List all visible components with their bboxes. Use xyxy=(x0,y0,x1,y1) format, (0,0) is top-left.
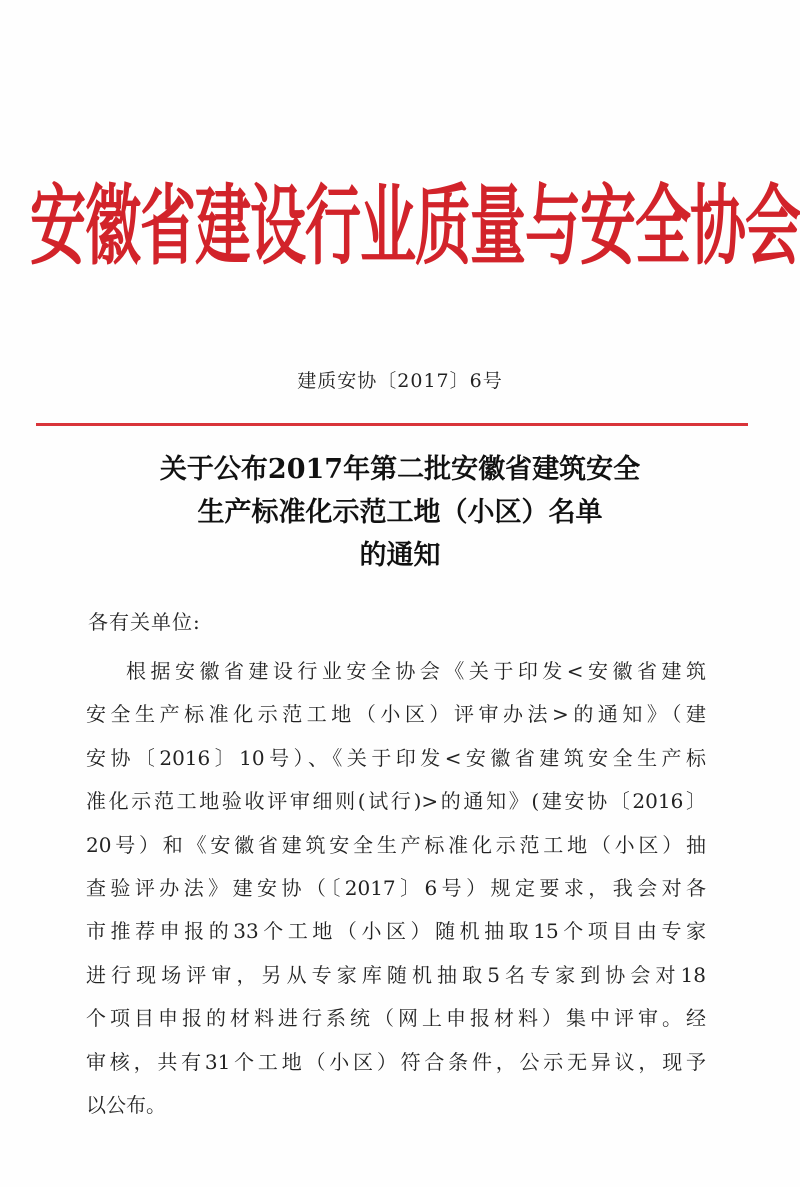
title-line-1: 关于公布2017年第二批安徽省建筑安全 xyxy=(159,454,641,485)
title-line-3: 的通知 xyxy=(359,540,441,571)
body-line: 安全生产标准化示范工地（小区）评审办法>的通知》（建 xyxy=(86,702,706,727)
body-paragraph xyxy=(86,650,706,1127)
salutation: 各有关单位: xyxy=(88,610,201,634)
document-number: 建质安协〔2017〕6号 xyxy=(297,370,503,392)
body-line: 以公布。 xyxy=(86,1092,166,1117)
body-line: 20号）和《安徽省建筑安全生产标准化示范工地（小区）抽 xyxy=(86,832,706,857)
body-line: 市推荐申报的33个工地（小区）随机抽取15个项目由专家 xyxy=(86,919,706,944)
letterhead-text: 安徽省建设行业质量与安全协会 xyxy=(30,176,800,278)
body-line: 安协〔2016〕10号）、《关于印发<安徽省建筑安全生产标 xyxy=(86,745,706,770)
body-line: 根据安徽省建设行业安全协会《关于印发<安徽省建筑 xyxy=(126,659,706,683)
body-line: 审核，共有31个工地（小区）符合条件，公示无异议，现予 xyxy=(86,1049,706,1074)
body-line: 查验评办法》建安协（〔2017〕6号）规定要求，我会对各 xyxy=(86,875,706,900)
body-line: 准化示范工地验收评审细则(试行)>的通知》(建安协〔2016〕 xyxy=(86,789,706,814)
body-line: 个项目申报的材料进行系统（网上申报材料）集中评审。经 xyxy=(86,1006,706,1031)
red-divider-line xyxy=(36,423,748,426)
letterhead-org-name xyxy=(30,168,800,288)
title-line-2: 生产标准化示范工地（小区）名单 xyxy=(197,497,603,528)
body-line: 进行现场评审，另从专家库随机抽取5名专家到协会对18 xyxy=(86,962,706,987)
notice-title xyxy=(60,448,740,577)
